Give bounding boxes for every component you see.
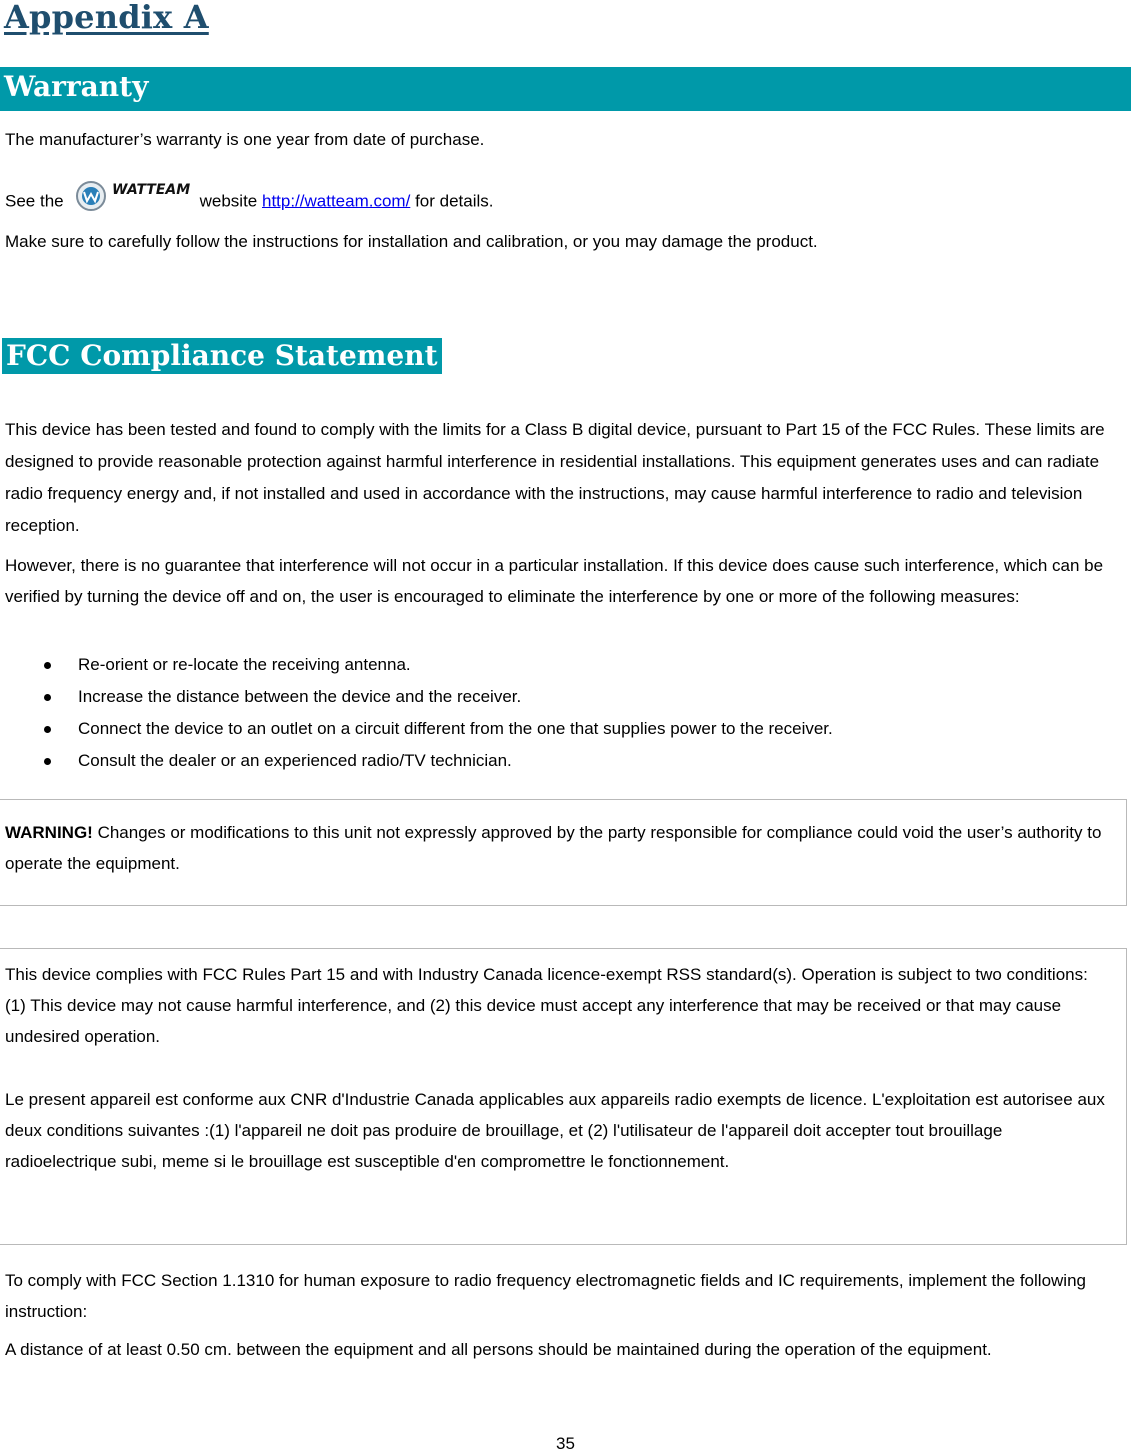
rf-exposure-paragraph-1: To comply with FCC Section 1.1310 for human exposure to radio frequency electromagnetic fields and IC requirements, implement the following instruction: [5,1271,1086,1321]
for-details-text: for details. [415,191,494,211]
ic-french-text: Le present appareil est conforme aux CNR d'Industrie Canada applicables aux appareils radio exempts de licence. L'exploitation est autorisee aux deux conditions suivantes :(1) l'appareil ne doit pas produire de brouillage, et (2) l'utilisateur de l'appareil doit accepter tout brouillage radioelectrique subi, meme si le brouillage est susceptible d'en compromettre le fonctionnement. [5,1090,1105,1171]
warranty-heading-bar [0,67,1131,111]
watteam-link[interactable]: http://watteam.com/ [261,191,411,211]
measures-list [0,653,833,781]
list-item: Consult the dealer or an experienced radio/TV technician. [0,749,833,781]
installation-note: Make sure to carefully follow the instructions for installation and calibration, or you may damage the product. [5,232,818,251]
warning-box [0,799,1127,906]
logo-wordmark: WATTEAM [111,182,190,198]
warning-text: WARNING! Changes or modifications to this unit not expressly approved by the party responsible for compliance could void the user’s authority to operate the equipment. [5,823,1102,873]
watteam-logo-icon [74,178,194,214]
list-item: Re-orient or re-locate the receiving antenna. [0,653,833,685]
ic-english-text: This device complies with FCC Rules Part 15 and with Industry Canada licence-exempt RSS standard(s). Operation is subject to two conditions: (1) This device may not cause harmful interference, and (2) this device must accept any interference that may be received or that may cause undesired operation. [5,965,1088,1046]
fcc-title: FCC Compliance Statement [6,339,438,372]
warranty-website-line [5,184,494,220]
see-the-text: See the [5,191,64,211]
bullet-icon [44,726,51,733]
bullet-icon [44,758,51,765]
ic-statement-box [0,948,1127,1245]
website-word: website [199,191,258,211]
fcc-heading-box [2,338,442,374]
fcc-paragraph-2: However, there is no guarantee that interference will not occur in a particular installation. If this device does cause such interference, which can be verified by turning the device off and on, the user is encouraged to eliminate the interference by one or more of the following measures: [5,556,1104,606]
list-item: Increase the distance between the device and the receiver. [0,685,833,717]
list-item: Connect the device to an outlet on a circuit different from the one that supplies power to the receiver. [0,717,833,749]
watteam-logo [74,178,194,214]
bullet-icon [44,694,51,701]
fcc-paragraph-1: This device has been tested and found to comply with the limits for a Class B digital device, pursuant to Part 15 of the FCC Rules. These limits are designed to provide reasonable protection against harmful interference in residential installations. This equipment generates uses and can radiate radio frequency energy and, if not installed and used in accordance with the instructions, may cause harmful interference to radio and television reception. [5,420,1105,535]
warning-label: WARNING! [5,823,93,842]
page-number: 35 [556,1434,575,1453]
bullet-icon [44,662,51,669]
warranty-title: Warranty [4,70,149,103]
warranty-duration: The manufacturer’s warranty is one year from date of purchase. [5,130,485,149]
appendix-heading: Appendix A [4,0,209,36]
rf-exposure-paragraph-2: A distance of at least 0.50 cm. between the equipment and all persons should be maintained during the operation of the equipment. [5,1340,992,1359]
